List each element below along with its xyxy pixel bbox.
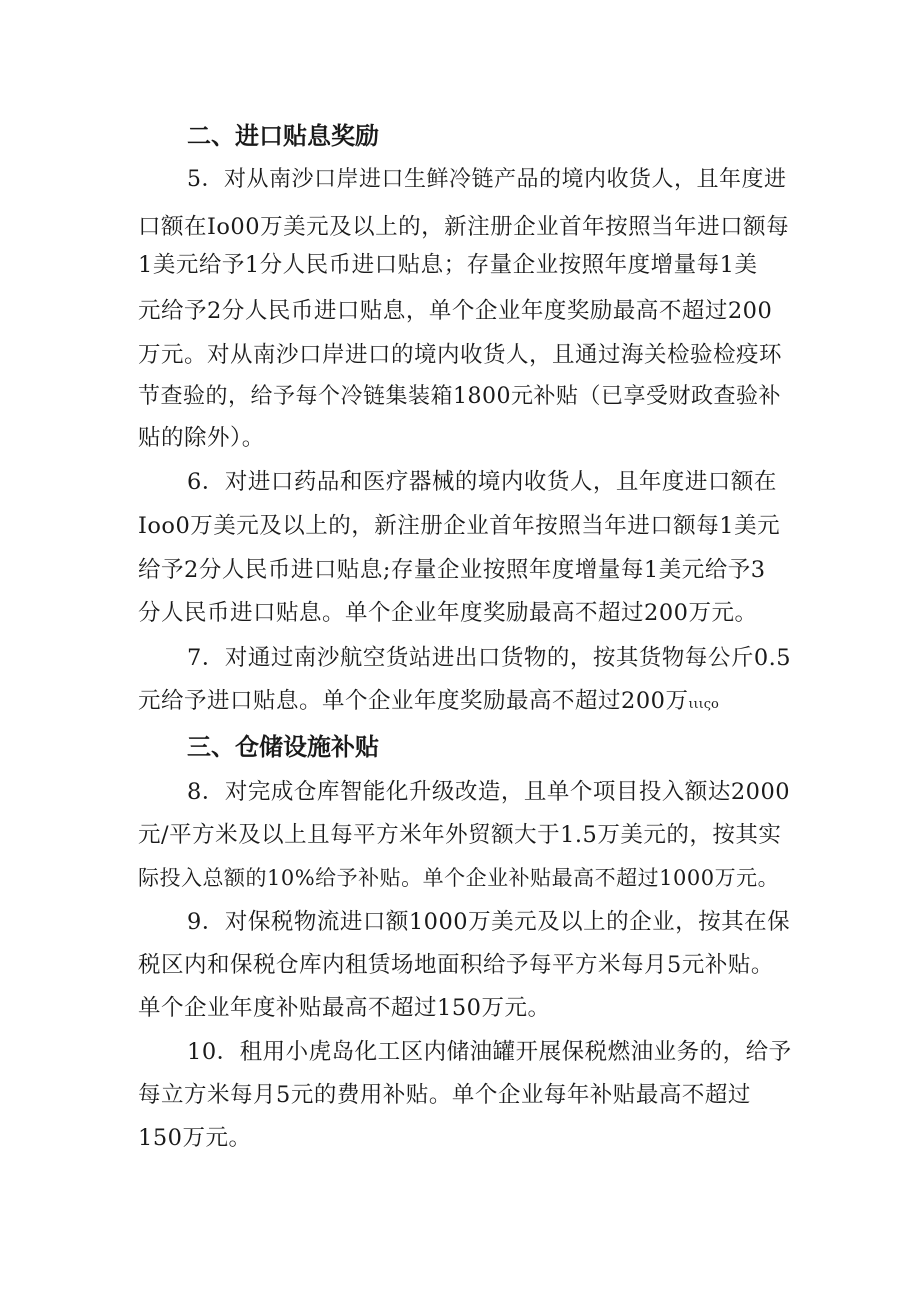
paragraph-line: 1美元给予1分人民币进口贴息；存量企业按照年度增量每1美: [138, 252, 758, 278]
paragraph-line: 6．对进口药品和医疗器械的境内收货人，且年度进口额在: [187, 469, 777, 495]
paragraph-line: 单个企业年度补贴最高不超过150万元。: [138, 995, 551, 1021]
paragraph-line: 150万元。: [138, 1125, 252, 1151]
paragraph-line: 分人民币进口贴息。单个企业年度奖励最高不超过200万元。: [138, 600, 758, 626]
paragraph-line: 元/平方米及以上且每平方米年外贸额大于1.5万美元的，按其实: [138, 822, 782, 848]
paragraph-line: 贴的除外）。: [138, 425, 265, 451]
paragraph-line: 际投入总额的10%给予补贴。单个企业补贴最高不超过1000万元。: [138, 866, 780, 890]
paragraph-line: 7．对通过南沙航空货站进出口货物的，按其货物每公斤0.5: [187, 645, 792, 671]
section-heading-import-interest-subsidy: 二、进口贴息奖励: [187, 122, 379, 150]
section-heading-warehouse-subsidy: 三、仓储设施补贴: [187, 733, 379, 761]
paragraph-line-with-tail: [138, 685, 719, 721]
paragraph-line: 10．租用小虎岛化工区内储油罐开展保税燃油业务的，给予: [187, 1039, 792, 1065]
paragraph-line: 每立方米每月5元的费用补贴。单个企业每年补贴最高不超过: [138, 1082, 751, 1108]
paragraph-line: 元给予2分人民币进口贴息，单个企业年度奖励最高不超过200: [138, 298, 773, 324]
paragraph-line: 9．对保税物流进口额1000万美元及以上的企业，按其在保: [187, 909, 791, 935]
paragraph-line: 给予2分人民币进口贴息;存量企业按照年度增量每1美元给予3: [138, 557, 766, 583]
paragraph-line: Ioo0万美元及以上的，新注册企业首年按照当年进口额每1美元: [138, 513, 781, 539]
paragraph-line: 5．对从南沙口岸进口生鲜冷链产品的境内收货人，且年度进: [187, 167, 787, 192]
paragraph-line: 万元。对从南沙口岸进口的境内收货人，且通过海关检验检疫环: [138, 342, 783, 368]
garbled-tail-text: ιιιςο: [688, 697, 719, 712]
paragraph-line: 税区内和保税仓库内租赁场地面积给予每平方米每月5元补贴。: [138, 952, 774, 978]
paragraph-line: 节查验的，给予每个冷链集装箱1800元补贴（已享受财政查验补: [138, 384, 781, 409]
paragraph-line: 8．对完成仓库智能化升级改造，且单个项目投入额达2000: [187, 779, 791, 805]
paragraph-line: 口额在Io00万美元及以上的，新注册企业首年按照当年进口额每: [138, 214, 790, 240]
paragraph-line: 元给予进口贴息。单个企业年度奖励最高不超过200万: [138, 688, 689, 714]
